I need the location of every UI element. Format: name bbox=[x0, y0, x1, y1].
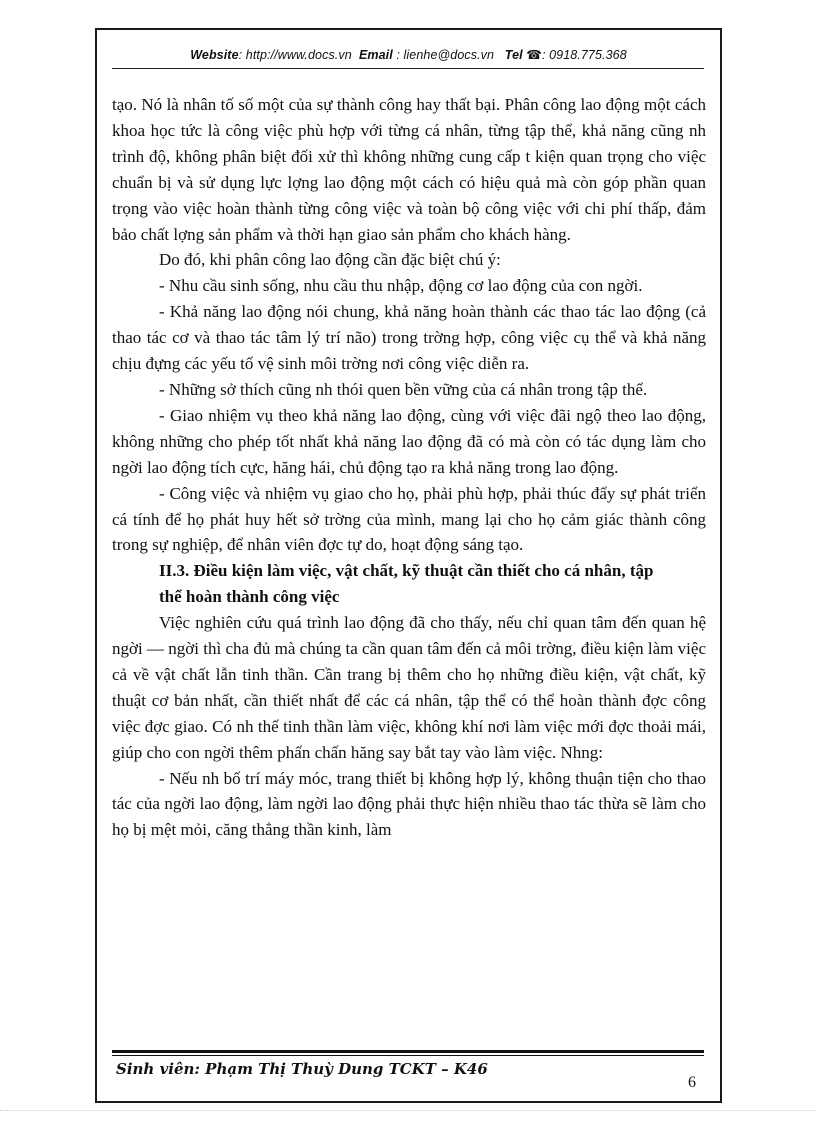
paragraph: - Những sở thích cũng nh thói quen bền vững của cá nhân trong tập thể. bbox=[159, 379, 648, 399]
footer-rule bbox=[112, 1055, 704, 1056]
email-value: : lienhe@docs.vn bbox=[396, 48, 495, 62]
page-break-line bbox=[0, 1110, 816, 1111]
section-heading bbox=[112, 558, 706, 610]
document-body bbox=[112, 92, 706, 843]
paragraph: tạo. Nó là nhân tố số một của sự thành công hay thất bại. Phân công lao động một cách khoa học tức là công việc phù hợp với từng cá nhân, từng tập thể, khả năng cũng nh trình độ, không phân biệt đối xử thì không những cung cấp t kiện quan trọng cho việc chuẩn bị và sử dụng lực lợng lao động một cách có hiệu quả mà còn góp phần quan trọng vào việc hoàn thành từng công việc và toàn bộ công việc với chi phí thấp, đảm bảo chất lợng sản phẩm và thời hạn giao sản phẩm cho khách hàng. bbox=[112, 95, 706, 244]
header-rule bbox=[112, 68, 704, 69]
paragraph: - Giao nhiệm vụ theo khả năng lao động, cùng với việc đãi ngộ theo lao động, không những cho phép tốt nhất khả năng lao động đã có mà còn có tác dụng làm cho ngời lao động tích cực, hăng hái, chủ động tạo ra khả năng trong lao động. bbox=[112, 405, 706, 477]
paragraph: - Nếu nh bố trí máy móc, trang thiết bị không hợp lý, không thuận tiện cho thao tác của ngời lao động, làm ngời lao động phải thực hiện nhiều thao tác thừa sẽ làm cho họ bị mệt mỏi, căng thẳng thần kinh, làm bbox=[112, 768, 706, 840]
paragraph: Việc nghiên cứu quá trình lao động đã cho thấy, nếu chỉ quan tâm đến quan hệ ngời — ngời thì cha đủ mà chúng ta cần quan tâm đến cả môi trờng, điều kiện làm việc cả về vật chất lẫn tinh thần. Cần trang bị thêm cho họ những điều kiện, vật chất, kỹ thuật cơ bản nhất, cần thiết nhất để các cá nhân, tập thể có thể hoàn thành đợc công việc đợc giao. Có nh thế tinh thần làm việc, không khí nơi làm việc mới đợc thoải mái, giúp cho con ngời thêm phấn chấn hăng say bắt tay vào làm việc. Nhng: bbox=[112, 613, 706, 762]
paragraph: - Khả năng lao động nói chung, khả năng hoàn thành các thao tác lao động (cả thao tác cơ và thao tác tâm lý trí não) trong trờng hợp, công việc cụ thể và khả năng chịu đựng các yếu tố vệ sinh môi trờng nơi công việc diễn ra. bbox=[112, 302, 706, 374]
phone-icon: ☎ bbox=[526, 48, 542, 62]
website-label: Website bbox=[190, 48, 239, 62]
paragraph: Do đó, khi phân công lao động cần đặc biệt chú ý: bbox=[159, 250, 501, 270]
page-header bbox=[95, 47, 722, 62]
paragraph: - Công việc và nhiệm vụ giao cho họ, phải phù hợp, phải thúc đẩy sự phát triển cá tính để họ phát huy hết sở trờng của mình, mang lại cho họ cảm giác thành công trong sự nghiệp, để nhân viên đợc tự do, hoạt động sáng tạo. bbox=[112, 483, 706, 555]
page-number: 6 bbox=[688, 1074, 696, 1091]
section-heading-line1: II.3. Điều kiện làm việc, vật chất, kỹ thuật cần thiết cho cá nhân, tập bbox=[159, 561, 654, 581]
section-heading-line2: thể hoàn thành công việc bbox=[159, 587, 340, 607]
paragraph: - Nhu cầu sinh sống, nhu cầu thu nhập, động cơ lao động của con ngời. bbox=[159, 276, 643, 296]
footer-author: Sinh viên: Phạm Thị Thuỳ Dung TCKT – K46 bbox=[116, 1060, 488, 1078]
footer-rule bbox=[112, 1050, 704, 1053]
tel-value: : 0918.775.368 bbox=[541, 48, 627, 62]
tel-label: Tel bbox=[504, 48, 523, 62]
website-value: : http://www.docs.vn bbox=[238, 48, 352, 62]
email-label: Email bbox=[358, 48, 393, 62]
